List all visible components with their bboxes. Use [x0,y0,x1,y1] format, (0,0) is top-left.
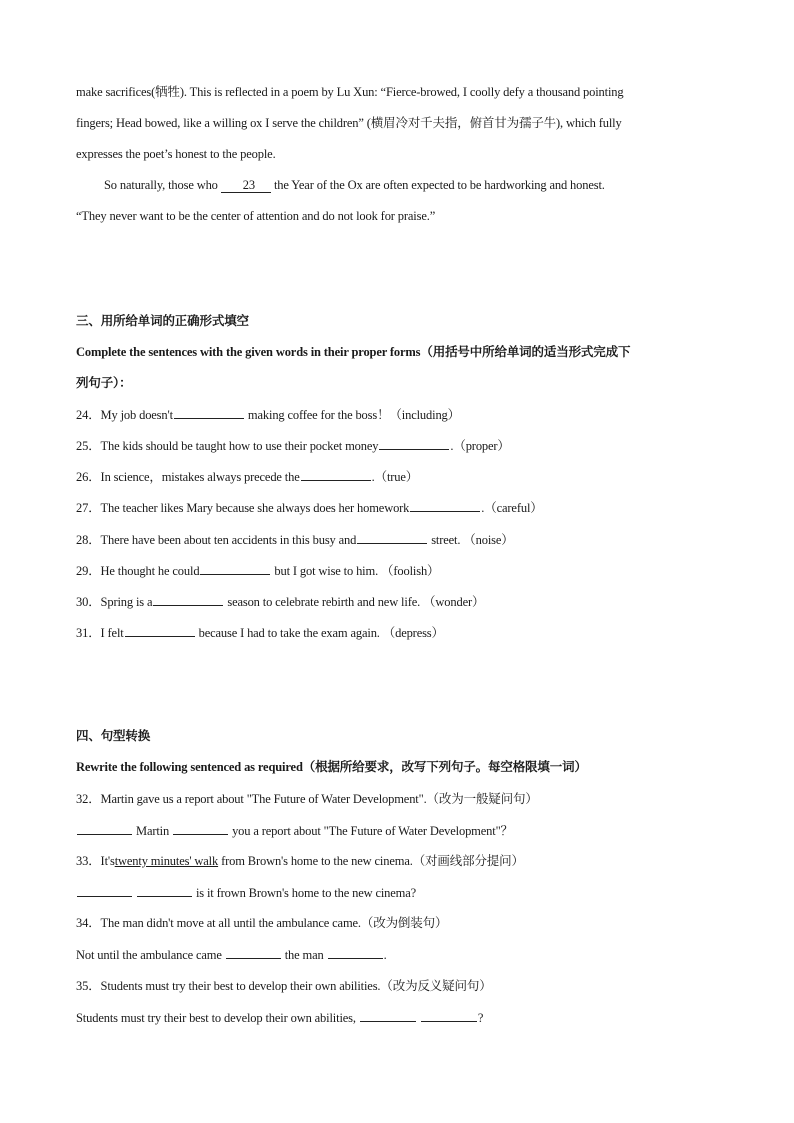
section-3-instruction-2: 列句子）： [76,376,132,390]
answer-blank-34b[interactable] [328,946,383,959]
answer-line-35 [76,1009,726,1026]
passage-line-2: fingers; Head bowed, like a willing ox I serve the children” (横眉冷对千夫指，俯首甘为孺子牛), which fully [76,116,622,130]
answer-blank-26[interactable] [301,468,371,481]
answer-line-33 [76,884,726,901]
answer-blank-24[interactable] [174,406,244,419]
question-35: 35．Students must try their best to develop their own abilities.（改为反义疑问句） [76,979,492,993]
question-31 [76,624,726,641]
answer-33-post: is it frown Brown's home to the new cinema? [195,886,417,900]
passage-line-1: make sacrifices(牺牲). This is reflected in a poem by Lu Xun: “Fierce-browed, I coolly defy a thousand pointing [76,85,624,99]
question-26 [76,468,726,485]
answer-32-mid: Martin [135,824,170,838]
answer-35-post: ? [477,1011,484,1025]
answer-blank-33a[interactable] [77,884,132,897]
question-29 [76,562,726,579]
question-25-post: .（proper） [450,439,510,453]
question-27 [76,499,726,516]
question-31-post: because I had to take the exam again. （depress） [198,626,444,640]
answer-34-pre: Not until the ambulance came [76,948,222,962]
question-26-post: .（true） [371,470,419,484]
question-24-post: making coffee for the boss！（including） [247,408,461,422]
question-32: 32．Martin gave us a report about "The Future of Water Development".（改为一般疑问句） [76,792,538,806]
answer-blank-30[interactable] [153,593,223,606]
question-27-pre: 27．The teacher likes Mary because she always does her homework [76,501,410,515]
question-29-post: but I got wise to him. （foolish） [274,564,440,578]
question-27-post: .（careful） [481,501,543,515]
answer-blank-27[interactable] [410,499,480,512]
section-3-instruction-1: Complete the sentences with the given words in their proper forms（用括号中所给单词的适当形式完成下 [76,345,631,359]
passage-line-4 [104,177,754,193]
section-4-title: 四、句型转换 [76,729,151,743]
answer-34-post: . [383,948,387,962]
question-28 [76,531,726,548]
question-30-post: season to celebrate rebirth and new life. （wonder） [227,595,485,609]
question-30-pre: 30．Spring is a [76,595,153,609]
answer-35-pre: Students must try their best to develop their own abilities, [76,1011,356,1025]
question-30 [76,593,726,610]
answer-blank-25[interactable] [379,437,449,450]
question-25-pre: 25．The kids should be taught how to use their pocket money [76,439,379,453]
answer-34-mid: the man [284,948,324,962]
answer-32-post: you a report about "The Future of Water Development"？ [232,824,513,838]
answer-blank-28[interactable] [357,531,427,544]
question-33 [76,853,726,869]
answer-blank-35a[interactable] [360,1009,416,1022]
question-26-pre: 26．In science，mistakes always precede the [76,470,300,484]
question-29-pre: 29．He thought he could [76,564,200,578]
question-28-pre: 28．There have been about ten accidents in this busy and [76,533,357,547]
passage-line-3: expresses the poet’s honest to the people. [76,147,276,161]
question-31-pre: 31．I felt [76,626,124,640]
question-34: 34．The man didn't move at all until the ambulance came.（改为倒装句） [76,916,448,930]
question-33-pre: 33．It's [76,854,115,868]
question-24-pre: 24．My job doesn't [76,408,173,422]
answer-blank-33b[interactable] [137,884,192,897]
blank-23[interactable]: 23 [221,178,271,193]
question-24 [76,406,726,423]
question-33-post: from Brown's home to the new cinema.（对画线部分提问） [221,854,524,868]
passage-line-4-pre: So naturally, those who [104,178,218,192]
question-25 [76,437,726,454]
answer-line-34 [76,946,726,963]
answer-blank-32a[interactable] [77,822,132,835]
passage-line-4-post: the Year of the Ox are often expected to be hardworking and honest. [273,178,605,192]
question-28-post: street. （noise） [431,533,514,547]
answer-line-32 [76,822,726,839]
question-33-underlined: twenty minutes' walk [114,854,219,868]
answer-blank-32b[interactable] [173,822,228,835]
answer-blank-34a[interactable] [226,946,281,959]
answer-blank-35b[interactable] [421,1009,477,1022]
passage-line-5: “They never want to be the center of attention and do not look for praise.” [76,209,436,223]
section-4-instruction: Rewrite the following sentenced as required（根据所给要求，改写下列句子。每空格限填一词） [76,760,587,774]
answer-blank-29[interactable] [200,562,270,575]
answer-blank-31[interactable] [125,624,195,637]
section-3-title: 三、用所给单词的正确形式填空 [76,314,249,328]
